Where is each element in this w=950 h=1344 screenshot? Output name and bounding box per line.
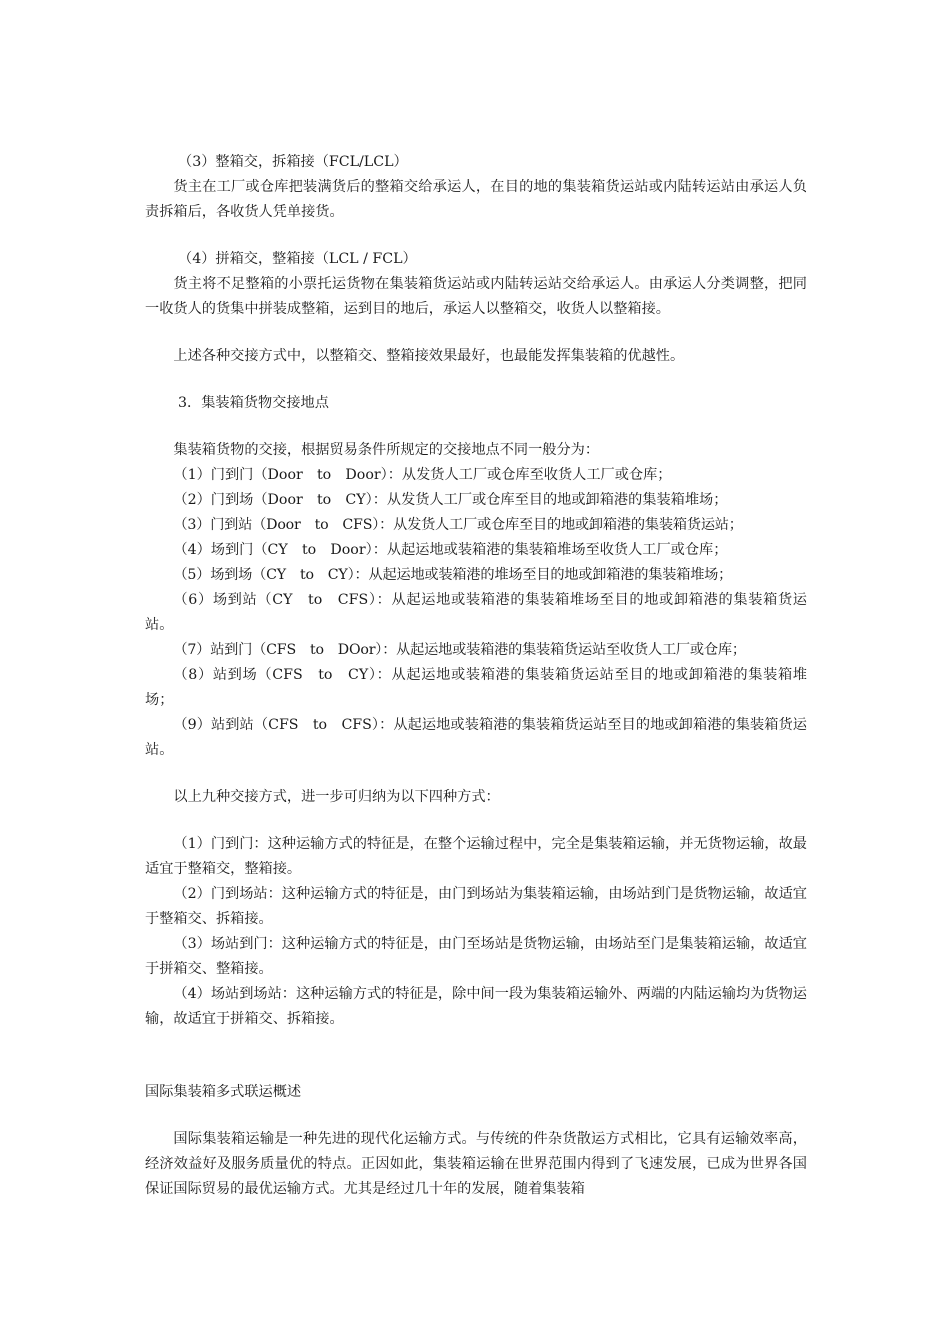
paragraph-handover-intro: 集装箱货物的交接，根据贸易条件所规定的交接地点不同一般分为： (173, 442, 600, 458)
heading-lcl-fcl: （4）拼箱交，整箱接（LCL / FCL） (178, 251, 417, 267)
list-item: （1）门到门（Door to Door）：从发货人工厂或仓库至收货人工厂或仓库； (173, 467, 672, 483)
handover-list (145, 463, 807, 763)
list-item: （6）场到站（CY to CFS）：从起运地或装箱港的集装箱堆场至目的地或卸箱港的集装箱货运站。 (145, 592, 807, 633)
list-item: （8）站到场（CFS to CY）：从起运地或装箱港的集装箱货运站至目的地或卸箱港的集装箱堆场； (145, 667, 807, 708)
list-item: （1）门到门：这种运输方式的特征是，在整个运输过程中，完全是集装箱运输，并无货物运输，故最适宜于整箱交，整箱接。 (145, 836, 807, 877)
paragraph-multimodal-intro: 国际集装箱运输是一种先进的现代化运输方式。与传统的件杂货散运方式相比，它具有运输效率高，经济效益好及服务质量优的特点。正因如此，集装箱运输在世界范围内得到了飞速发展，已成为世界各国保证国际贸易的最优运输方式。尤其是经过几十年的发展，随着集装箱 (145, 1131, 807, 1197)
paragraph-lcl-fcl: 货主将不足整箱的小票托运货物在集装箱货运站或内陆转运站交给承运人。由承运人分类调整，把同一收货人的货集中拼装成整箱，运到目的地后，承运人以整箱交，收货人以整箱接。 (145, 276, 807, 317)
list-item: （5）场到场（CY to CY）：从起运地或装箱港的堆场至目的地或卸箱港的集装箱堆场； (173, 567, 733, 583)
list-item: （2）门到场（Door to CY）：从发货人工厂或仓库至目的地或卸箱港的集装箱堆场； (173, 492, 728, 508)
section-title-handover-points: 3．集装箱货物交接地点 (178, 395, 329, 411)
list-item: （3）场站到门：这种运输方式的特征是，由门至场站是货物运输，由场站至门是集装箱运输，故适宜于拼箱交、整箱接。 (145, 936, 807, 977)
list-item: （2）门到场站：这种运输方式的特征是，由门到场站为集装箱运输，由场站到门是货物运输，故适宜于整箱交、拆箱接。 (145, 886, 807, 927)
document-page (145, 150, 807, 1202)
paragraph-nine-modes-summary: 以上九种交接方式，进一步可归纳为以下四种方式： (173, 789, 500, 805)
paragraph-summary-best: 上述各种交接方式中，以整箱交、整箱接效果最好，也最能发挥集装箱的优越性。 (173, 348, 685, 364)
list-item: （7）站到门（CFS to DOor）：从起运地或装箱港的集装箱货运站至收货人工厂或仓库； (173, 642, 746, 658)
list-item: （9）站到站（CFS to CFS）：从起运地或装箱港的集装箱货运站至目的地或卸箱港的集装箱货运站。 (145, 717, 807, 758)
paragraph-fcl-lcl: 货主在工厂或仓库把装满货后的整箱交给承运人，在目的地的集装箱货运站或内陆转运站由承运人负责拆箱后，各收货人凭单接货。 (145, 179, 807, 220)
list-item: （4）场站到场站：这种运输方式的特征是，除中间一段为集装箱运输外、两端的内陆运输均为货物运输，故适宜于拼箱交、拆箱接。 (145, 986, 807, 1027)
section-title-multimodal-overview: 国际集装箱多式联运概述 (145, 1084, 302, 1100)
heading-fcl-lcl: （3）整箱交，拆箱接（FCL/LCL） (178, 154, 408, 170)
list-item: （4）场到门（CY to Door）：从起运地或装箱港的集装箱堆场至收货人工厂或仓库； (173, 542, 728, 558)
list-item: （3）门到站（Door to CFS）：从发货人工厂或仓库至目的地或卸箱港的集装箱货运站； (173, 517, 743, 533)
four-modes-list (145, 832, 807, 1032)
